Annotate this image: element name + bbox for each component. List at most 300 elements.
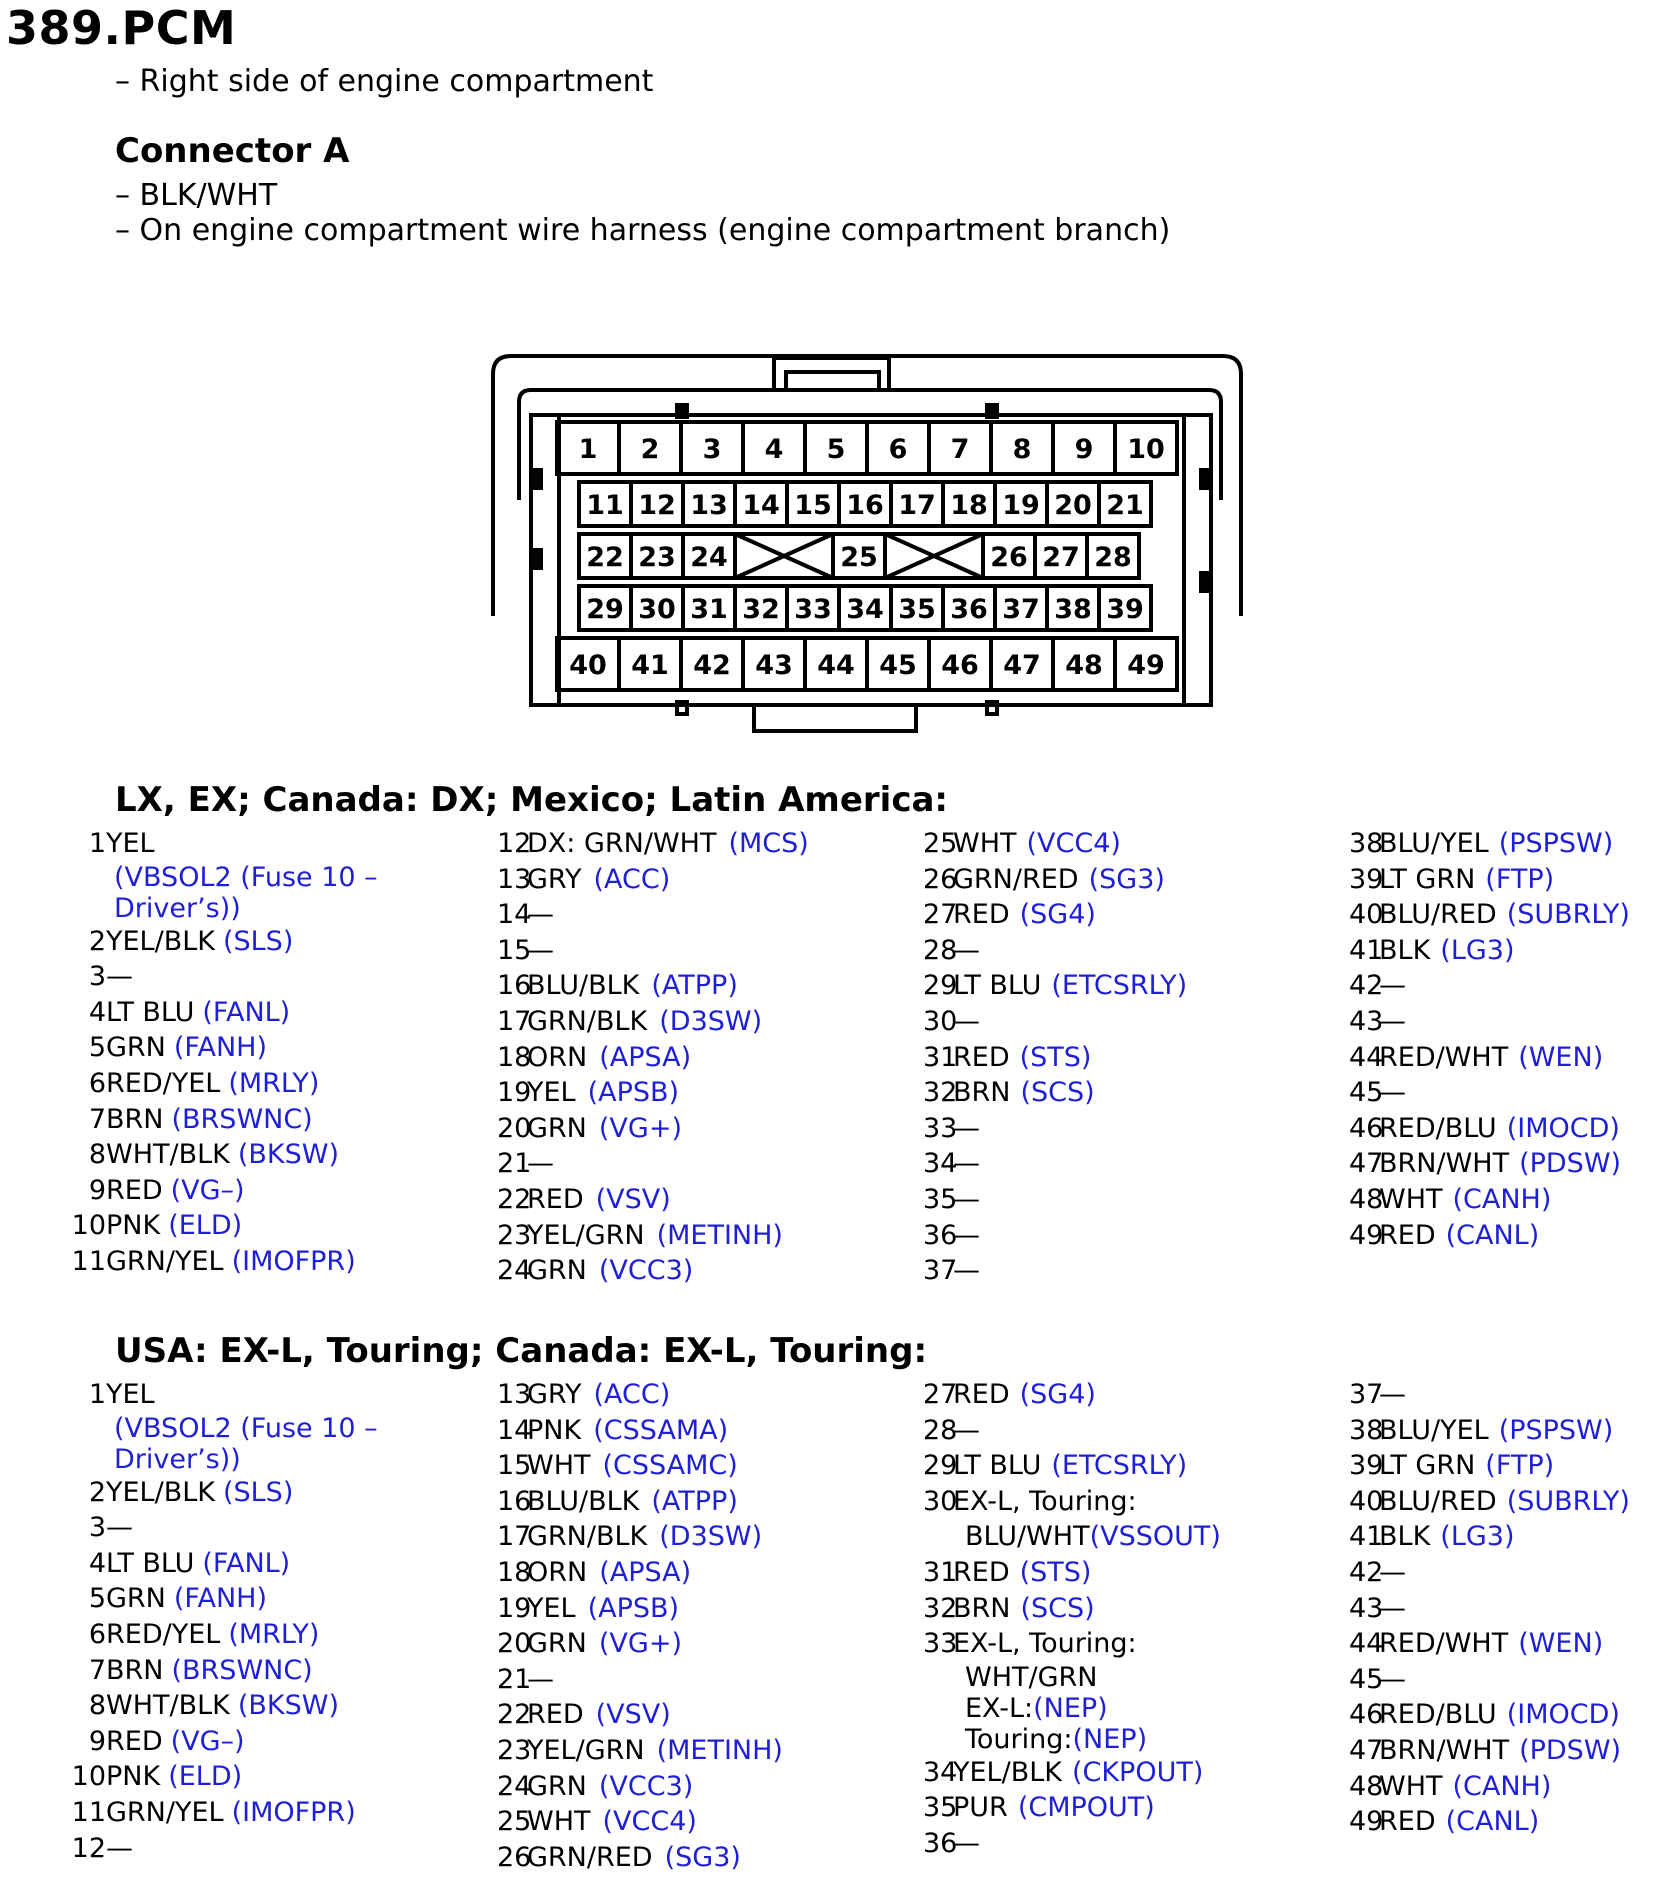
pin-44-label: 44	[817, 650, 855, 681]
pin-row-5	[70, 1030, 378, 1066]
pin-number: 1	[88, 1379, 106, 1410]
pin-28-label: 28	[1094, 542, 1132, 573]
pin-11-label: 11	[586, 490, 624, 521]
pin-signal: (VCC4)	[1026, 828, 1121, 859]
pin-wire-color: RED	[953, 899, 1010, 931]
pin-30-label: 30	[638, 594, 676, 625]
pin-wire-color: LT GRN	[1379, 863, 1476, 895]
pin-41-label: 41	[631, 650, 669, 681]
pin-row-13	[497, 862, 809, 898]
pin-wire-color: RED	[1379, 1806, 1436, 1838]
pin-wire-color: YEL	[106, 828, 155, 859]
pin-number: 35	[923, 1792, 958, 1824]
pin-6-label: 6	[888, 434, 908, 465]
pin-45-label: 45	[879, 650, 917, 681]
pin-row-30	[923, 1004, 1187, 1040]
top-lock-slot	[786, 372, 879, 390]
pin-wire-color: RED	[953, 1379, 1010, 1410]
pin-wire-color: RED/WHT	[1379, 1041, 1509, 1073]
pin-wire-color: —	[953, 1255, 980, 1287]
pin-row-12	[497, 826, 809, 862]
pin-wire-color: BLU/YEL	[1379, 1414, 1489, 1446]
pin-wire-color: BRN	[106, 1654, 164, 1686]
pin-row-19	[497, 1075, 809, 1111]
pin-row-32	[923, 1591, 1221, 1627]
pin-signal: (SLS)	[222, 925, 294, 957]
pin-number: 26	[497, 1841, 532, 1873]
pin-signal: (BRSWNC)	[171, 1103, 313, 1135]
pin-number: 9	[88, 1174, 106, 1206]
pin-wire-color: RED	[527, 1699, 584, 1731]
pin-row-42	[1349, 968, 1630, 1004]
pin-number: 36	[923, 1827, 958, 1859]
section2-col1	[70, 1377, 378, 1866]
pin-number: 31	[923, 1556, 958, 1588]
pin-number: 15	[497, 1450, 532, 1482]
pin-signal: (VCC3)	[598, 1770, 694, 1802]
pin-number: 13	[497, 863, 532, 895]
pin-signal: (ELD)	[168, 1210, 243, 1242]
pin-number: 10	[71, 1210, 106, 1242]
pin-33-sub: WHT/GRN EX-L:(NEP) Touring:(NEP)	[965, 1661, 1148, 1755]
pin-row-25	[923, 826, 1187, 862]
pin-number: 32	[923, 1077, 958, 1109]
pin-signal: (VCC4)	[602, 1806, 697, 1838]
pin-signal: (STS)	[1019, 1556, 1092, 1588]
pin-signal: (BRSWNC)	[171, 1654, 313, 1686]
pin-number: 18	[497, 1556, 532, 1588]
pin-wire-color: RED/YEL	[106, 1067, 221, 1099]
section2-pin1-signal: (VBSOL2 (Fuse 10 – Driver’s))	[114, 1412, 378, 1475]
pin-wire-color: YEL	[527, 1077, 576, 1109]
pin-signal: (VG+)	[598, 1112, 682, 1144]
pin-47-label: 47	[1003, 650, 1041, 681]
pin-signal: (MRLY)	[228, 1618, 320, 1650]
pin-wire-color: —	[1379, 1592, 1406, 1624]
pin-number: 23	[497, 1734, 532, 1766]
pin-row-31	[923, 1555, 1221, 1591]
pin-25-label: 25	[840, 542, 878, 573]
pin-number: 20	[497, 1112, 532, 1144]
pin-number: 40	[1349, 1485, 1384, 1517]
pin-signal: (VCC3)	[598, 1255, 694, 1287]
pin-signal: (APSA)	[599, 1556, 692, 1588]
pin-number: 22	[497, 1699, 532, 1731]
pin-signal: (SUBRLY)	[1506, 899, 1630, 931]
pin-4-label: 4	[764, 434, 784, 465]
pin-16-label: 16	[846, 490, 884, 521]
pin-wire-color: RED	[953, 1556, 1010, 1588]
pin-number: 30	[923, 1485, 958, 1517]
section2-col3	[923, 1377, 1221, 1862]
pin-wire-color: EX-L, Touring:	[953, 1628, 1137, 1660]
pin-row-21	[497, 1662, 783, 1698]
pin-number: 48	[1349, 1770, 1384, 1802]
pin-row-37	[923, 1253, 1187, 1289]
pin-49-label: 49	[1127, 650, 1165, 681]
pin-row-45	[1349, 1075, 1630, 1111]
pin-signal: (VG–)	[170, 1174, 245, 1206]
pin-number: 2	[88, 1476, 106, 1508]
pin-row-46	[1349, 1111, 1630, 1147]
pin-number: 42	[1349, 970, 1384, 1002]
pin-signal: (CSSAMA)	[593, 1414, 729, 1446]
pin-wire-color: LT BLU	[953, 970, 1042, 1002]
pin-wire-color: BLU/BLK	[527, 1485, 640, 1517]
pin-row-32	[923, 1075, 1187, 1111]
pin-number: 47	[1349, 1734, 1384, 1766]
pin-number: 11	[71, 1796, 106, 1828]
pin-number: 34	[923, 1148, 958, 1180]
pin-3-label: 3	[702, 434, 722, 465]
pin-number: 22	[497, 1183, 532, 1215]
pin-18-label: 18	[950, 490, 988, 521]
pin-wire-color: GRN/BLK	[527, 1521, 648, 1553]
pin-row-39	[1349, 862, 1630, 898]
pin-number: 7	[88, 1654, 106, 1686]
pin-row-13	[497, 1377, 783, 1413]
pin-number: 6	[88, 1618, 106, 1650]
pin-wire-color: BLK	[1379, 934, 1431, 966]
pin-signal: (D3SW)	[659, 1005, 763, 1037]
pin-number: 28	[923, 934, 958, 966]
pin-number: 8	[88, 1690, 106, 1722]
pin-wire-color: WHT	[527, 1450, 591, 1482]
pin-row-40	[1349, 1484, 1630, 1520]
pin-row-29	[923, 1448, 1221, 1484]
pin-wire-color: PNK	[527, 1414, 582, 1446]
pin-signal: (CKPOUT)	[1071, 1756, 1204, 1788]
pin-number: 4	[88, 996, 106, 1028]
pin-number: 39	[1349, 863, 1384, 895]
pin-row-35	[923, 1182, 1187, 1218]
bottom-mark-right	[987, 702, 997, 714]
pin-signal: (PDSW)	[1519, 1148, 1622, 1180]
pin-wire-color: WHT	[953, 828, 1017, 859]
pin-number: 19	[497, 1077, 532, 1109]
pin-number: 8	[88, 1139, 106, 1171]
pin-row-39	[1349, 1448, 1630, 1484]
pin-number: 44	[1349, 1041, 1384, 1073]
connector-svg	[489, 350, 1251, 736]
pin-signal: (ACC)	[593, 863, 671, 895]
pin-row-16	[497, 968, 809, 1004]
pin-signal: (VG+)	[598, 1628, 682, 1660]
pin-wire-color: BRN/WHT	[1379, 1734, 1510, 1766]
pin-wire-color: YEL	[106, 1379, 155, 1410]
pin-number: 12	[497, 828, 532, 859]
pin-1-label: 1	[578, 434, 598, 465]
pin-row-47	[1349, 1733, 1630, 1769]
pin-row-7	[70, 1653, 378, 1689]
pin-wire-color: —	[106, 1512, 133, 1544]
pin-5-label: 5	[826, 434, 846, 465]
pin-row-1	[70, 826, 378, 862]
pin-wire-color: LT BLU	[106, 1547, 195, 1579]
pin-signal: (APSB)	[587, 1592, 680, 1624]
pin-row-42	[1349, 1555, 1630, 1591]
pin-number: 4	[88, 1547, 106, 1579]
pin-number: 37	[923, 1255, 958, 1287]
pin-signal: (BKSW)	[237, 1690, 340, 1722]
pin-row-20	[497, 1626, 783, 1662]
pin-38-label: 38	[1054, 594, 1092, 625]
pin-wire-color: —	[953, 1219, 980, 1251]
pin-wire-color: YEL/BLK	[953, 1756, 1062, 1788]
pin-39-label: 39	[1106, 594, 1144, 625]
pin-number: 36	[923, 1219, 958, 1251]
pin-number: 14	[497, 1414, 532, 1446]
pin-row-34	[923, 1755, 1221, 1791]
pin-number: 24	[497, 1770, 532, 1802]
pin-10-label: 10	[1127, 434, 1165, 465]
pin-signal: (PSPSW)	[1498, 828, 1614, 859]
pin-48-label: 48	[1065, 650, 1103, 681]
pin-wire-color: GRN/RED	[953, 863, 1079, 895]
pin-wire-color: GRN	[527, 1112, 587, 1144]
pin-row-21	[497, 1146, 809, 1182]
pin-number: 38	[1349, 1414, 1384, 1446]
pin-9-label: 9	[1074, 434, 1094, 465]
pin-row-36	[923, 1218, 1187, 1254]
section1-pin1-signal: (VBSOL2 (Fuse 10 – Driver’s))	[114, 861, 378, 924]
pin-row-17	[497, 1004, 809, 1040]
pin-row-22	[497, 1182, 809, 1218]
pin-wire-color: YEL/BLK	[106, 1476, 215, 1508]
pin-42-label: 42	[693, 650, 731, 681]
pin-signal: (APSB)	[587, 1077, 680, 1109]
pin-signal: (CANL)	[1445, 1219, 1540, 1251]
pin-row-43	[1349, 1004, 1630, 1040]
pin-wire-color: RED/WHT	[1379, 1628, 1509, 1660]
pin-signal: (PDSW)	[1519, 1734, 1622, 1766]
pin-wire-color: —	[953, 1148, 980, 1180]
blank-cavity-left-x	[735, 534, 833, 578]
pin-signal: (CANH)	[1452, 1770, 1552, 1802]
pin-signal: (IMOCD)	[1506, 1699, 1620, 1731]
pin-row-3	[70, 959, 378, 995]
pin-wire-color: —	[527, 934, 554, 966]
bottom-mark-left	[677, 702, 687, 714]
pin-row-24	[497, 1769, 783, 1805]
pin-29-label: 29	[586, 594, 624, 625]
pin-number: 16	[497, 1485, 532, 1517]
pin-number: 43	[1349, 1592, 1384, 1624]
pin-row-26	[923, 862, 1187, 898]
pin-number: 11	[71, 1245, 106, 1277]
pin-number: 23	[497, 1219, 532, 1251]
pin-row-45	[1349, 1662, 1630, 1698]
pin-number: 19	[497, 1592, 532, 1624]
pin-number: 20	[497, 1628, 532, 1660]
pin-signal: (ELD)	[168, 1761, 243, 1793]
pin-wire-color: RED	[106, 1174, 163, 1206]
pin-number: 41	[1349, 1521, 1384, 1553]
pin-wire-color: —	[106, 1832, 133, 1864]
pin-row-5	[70, 1581, 378, 1617]
pin-wire-color: RED	[527, 1183, 584, 1215]
location-text: – Right side of engine compartment	[115, 64, 654, 99]
pin-number: 28	[923, 1414, 958, 1446]
pin-34-label: 34	[846, 594, 884, 625]
pin-wire-color: ORN	[527, 1041, 588, 1073]
pin-17-label: 17	[898, 490, 936, 521]
pin-number: 5	[88, 1032, 106, 1064]
pin-number: 17	[497, 1005, 532, 1037]
pin-signal: (APSA)	[599, 1041, 692, 1073]
pin-number: 3	[88, 961, 106, 993]
pin-wire-color: WHT/BLK	[106, 1139, 230, 1171]
pin-36-label: 36	[950, 594, 988, 625]
pin-signal: (SLS)	[222, 1476, 294, 1508]
pin-signal: (VG–)	[170, 1725, 245, 1757]
pin-number: 14	[497, 899, 532, 931]
pin-wire-color: WHT	[527, 1806, 591, 1838]
pin-wire-color: YEL/GRN	[527, 1734, 645, 1766]
pin-number: 42	[1349, 1556, 1384, 1588]
pin-row-3	[70, 1510, 378, 1546]
pin-row-9	[70, 1724, 378, 1760]
blank-cavity-right-x	[885, 534, 983, 578]
pin-row-29	[923, 968, 1187, 1004]
pin-signal: (IMOFPR)	[231, 1796, 356, 1828]
pin-15-label: 15	[794, 490, 832, 521]
pin-26-label: 26	[990, 542, 1028, 573]
pin-wire-color: LT GRN	[1379, 1450, 1476, 1482]
pin-number: 26	[923, 863, 958, 895]
pin-row-18	[497, 1555, 783, 1591]
pin-signal: (STS)	[1019, 1041, 1092, 1073]
pin-32-label: 32	[742, 594, 780, 625]
pin-row-15	[497, 933, 809, 969]
pin-number: 12	[71, 1832, 106, 1864]
pin-number: 21	[497, 1148, 532, 1180]
pin-30-sub: BLU/WHT (VSSOUT)	[965, 1521, 1221, 1553]
pin-number: 18	[497, 1041, 532, 1073]
pin-signal: (CANL)	[1445, 1806, 1540, 1838]
pin-37-label: 37	[1002, 594, 1040, 625]
pin-wire-color: BRN	[106, 1103, 164, 1135]
pin-wire-color: —	[953, 934, 980, 966]
pin-wire-color: BLK	[1379, 1521, 1431, 1553]
section1-col4	[1349, 826, 1630, 1253]
pin-number: 33	[923, 1112, 958, 1144]
pin-wire-color: BLU/RED	[1379, 899, 1497, 931]
pin-wire-color: YEL	[527, 1592, 576, 1624]
pin-signal: (SG3)	[664, 1841, 741, 1873]
pin-row-12	[70, 1831, 378, 1867]
pin-number: 39	[1349, 1450, 1384, 1482]
pin-number: 27	[923, 1379, 958, 1410]
pin-signal: (IMOCD)	[1506, 1112, 1620, 1144]
pin-number: 10	[71, 1761, 106, 1793]
pin-row-25	[497, 1804, 783, 1840]
pin-signal: (MCS)	[728, 828, 809, 859]
pin-wire-color: RED/BLU	[1379, 1699, 1497, 1731]
pin-row-43	[1349, 1591, 1630, 1627]
pin-row-11	[70, 1795, 378, 1831]
pin-wire-color: RED/BLU	[1379, 1112, 1497, 1144]
pin-row-38	[1349, 1413, 1630, 1449]
pin-signal: (ATPP)	[651, 970, 738, 1002]
pin-row-6	[70, 1066, 378, 1102]
pin-number: 15	[497, 934, 532, 966]
pin-signal: (SG3)	[1088, 863, 1165, 895]
pin-row-22	[497, 1697, 783, 1733]
pin-wire-color: —	[953, 1005, 980, 1037]
pin-signal: (SUBRLY)	[1506, 1485, 1630, 1517]
pin-wire-color: GRN	[106, 1583, 166, 1615]
pin-row-49	[1349, 1804, 1630, 1840]
pin-8-label: 8	[1012, 434, 1032, 465]
pin-signal: (METINH)	[656, 1734, 783, 1766]
pin-number: 46	[1349, 1112, 1384, 1144]
pin-signal: (WEN)	[1518, 1041, 1604, 1073]
pin-7-label: 7	[950, 434, 970, 465]
bottom-key-tab	[754, 705, 916, 731]
pin-number: 29	[923, 970, 958, 1002]
pin-signal: (BKSW)	[237, 1139, 340, 1171]
pin-14-label: 14	[742, 490, 780, 521]
pin-number: 9	[88, 1725, 106, 1757]
pin-number: 3	[88, 1512, 106, 1544]
pin-signal: (VSV)	[595, 1183, 671, 1215]
pin-row-47	[1349, 1146, 1630, 1182]
pin-row-16	[497, 1484, 783, 1520]
pin-wire-color: LT BLU	[106, 996, 195, 1028]
pin-number: 38	[1349, 828, 1384, 859]
pin-row-6	[70, 1617, 378, 1653]
section2-col2	[497, 1377, 783, 1875]
pin-number: 16	[497, 970, 532, 1002]
pin-20-label: 20	[1054, 490, 1092, 521]
connector-color: – BLK/WHT	[115, 178, 278, 213]
pin-row-33	[923, 1111, 1187, 1147]
pin-wire-color: BLU/BLK	[527, 970, 640, 1002]
pin-signal: (METINH)	[656, 1219, 783, 1251]
pin-wire-color: GRN/YEL	[106, 1245, 224, 1277]
pin-wire-color: RED	[1379, 1219, 1436, 1251]
pin-wire-color: —	[1379, 1005, 1406, 1037]
pin-row-4	[70, 995, 378, 1031]
pin-signal: (SCS)	[1020, 1592, 1095, 1624]
pin-wire-color: ORN	[527, 1556, 588, 1588]
pin-row-48	[1349, 1769, 1630, 1805]
pin-number: 49	[1349, 1219, 1384, 1251]
pin-row-46	[1349, 1697, 1630, 1733]
pin-number: 47	[1349, 1148, 1384, 1180]
pin-19-label: 19	[1002, 490, 1040, 521]
pin-row-8	[70, 1688, 378, 1724]
pin-wire-color: —	[527, 1663, 554, 1695]
pin-number: 2	[88, 925, 106, 957]
pin-number: 1	[88, 828, 106, 859]
pin-number: 40	[1349, 899, 1384, 931]
pin-number: 25	[497, 1806, 532, 1838]
pin-row-37	[1349, 1377, 1630, 1413]
pin-row-28	[923, 1413, 1221, 1449]
pin-signal: (MRLY)	[228, 1067, 320, 1099]
pin-row-44	[1349, 1040, 1630, 1076]
pin-24-label: 24	[690, 542, 728, 573]
section2-col4	[1349, 1377, 1630, 1840]
pin-number: 7	[88, 1103, 106, 1135]
pin-row-34	[923, 1146, 1187, 1182]
pin-wire-color: —	[1379, 1556, 1406, 1588]
pin-wire-color: —	[953, 1414, 980, 1446]
pin-row-1	[70, 1377, 378, 1413]
pin-35-label: 35	[898, 594, 936, 625]
